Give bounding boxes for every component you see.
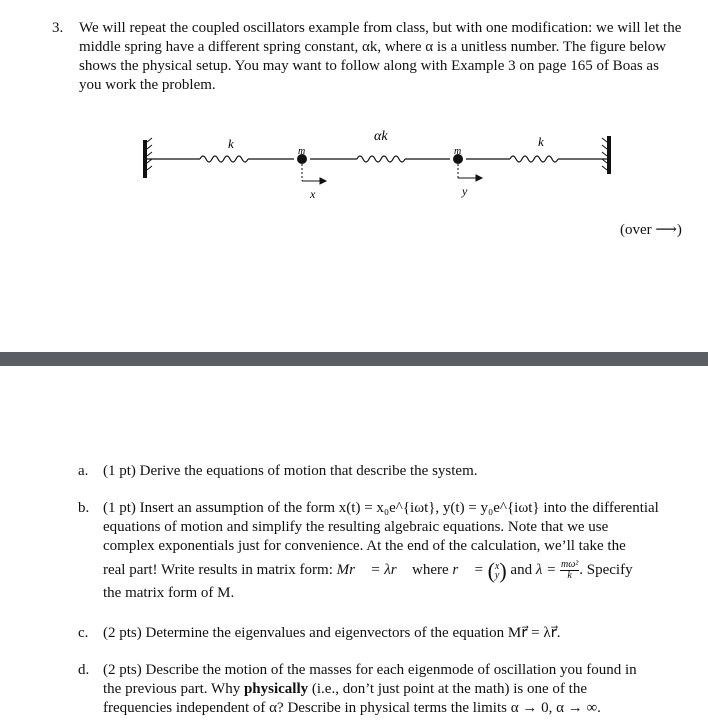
coord-label-y: y: [462, 184, 468, 198]
part-a-text: (1 pt) Derive the equations of motion that describe the system.: [103, 463, 478, 479]
left-wall: [143, 138, 152, 178]
emphasis-physically: physically: [243, 681, 309, 697]
coupled-oscillator-figure: [140, 126, 620, 206]
page-1: [0, 0, 708, 352]
spring-label-left: k: [228, 136, 234, 151]
part-a-label: a.: [78, 463, 89, 479]
part-d-line-1: (2 pts) Describe the motion of the masses for each eigenmode of oscillation you found in: [103, 662, 637, 678]
problem-intro: We will repeat the coupled oscillators example from class, but with one modification: we will let the middle spring have a different spring constant, αk, where α is a unitless number. The figure below shows the physical setup. You may want to follow along with Example 3 on page 165 of Boas as you work the problem.: [79, 20, 682, 93]
spring-label-right: k: [538, 134, 544, 149]
mass-label-left: m: [298, 146, 306, 157]
spring-right: [466, 156, 607, 162]
part-d: [78, 661, 678, 718]
over-note: (over ⟶): [620, 222, 682, 238]
page-divider: [0, 352, 708, 366]
part-b-line-4: real part! Write results in matrix form: Mr⃗ = λr⃗ where r⃗ = ( x y ) and λ = $\frac{\text{mω²}}{k}$ . Specify: [103, 558, 633, 583]
part-b-line-3: complex exponentials just for convenience. At the end of the calculation, we’ll take the: [103, 538, 626, 554]
spring-label-middle: αk: [374, 129, 388, 144]
part-b-line-1: (1 pt) Insert an assumption of the form x(t) = x₀e^{iωt}, y(t) = y₀e^{iωt} into the differential: [103, 500, 659, 516]
part-c-text: (2 pts) Determine the eigenvalues and eigenvectors of the equation Mr⃗ = λr⃗.: [103, 625, 561, 641]
part-b-line-5: the matrix form of M.: [103, 585, 235, 601]
matrix-equation: Mr⃗ = λr⃗: [336, 561, 409, 578]
spring-middle: [310, 156, 450, 162]
part-b-line-2: equations of motion and simplify the resulting algebraic equations. Note that we use: [103, 519, 609, 535]
part-b: [78, 499, 678, 603]
part-a: [78, 462, 678, 481]
displacement-arrow-y: [458, 164, 482, 181]
column-vector: x y: [494, 560, 500, 581]
problem-number: 3.: [52, 20, 64, 36]
part-c-label: c.: [78, 625, 89, 641]
page-2: [0, 366, 708, 722]
mass-label-right: m: [454, 146, 462, 157]
part-d-line-3: frequencies independent of α? Describe in physical terms the limits α → 0, α → ∞.: [103, 700, 601, 716]
part-c: [78, 624, 678, 643]
lambda-fraction: $\frac{\text{mω²}}{k}$: [560, 559, 579, 581]
part-d-label: d.: [78, 662, 90, 678]
problem-statement: [52, 19, 682, 95]
spring-left: [147, 156, 294, 162]
part-d-line-2: the previous part. Why physically (i.e., don’t just point at the math) is one of the: [103, 681, 587, 697]
right-wall: [602, 136, 611, 174]
coord-label-x: x: [310, 187, 316, 201]
displacement-arrow-x: [302, 164, 326, 184]
part-b-label: b.: [78, 500, 90, 516]
